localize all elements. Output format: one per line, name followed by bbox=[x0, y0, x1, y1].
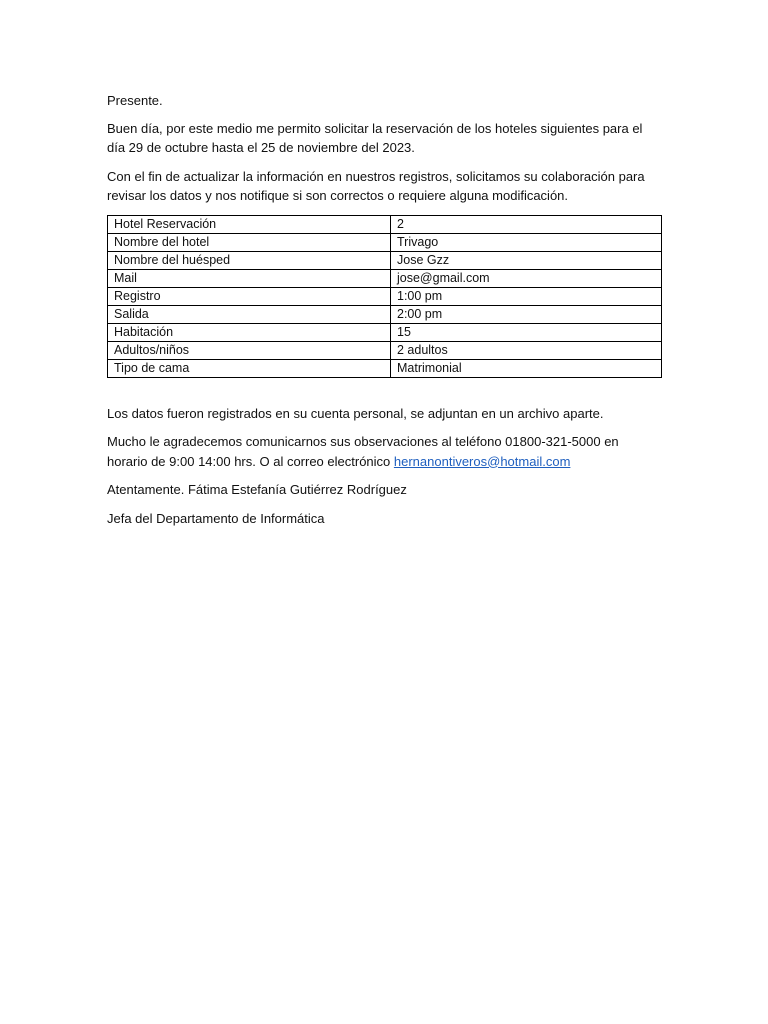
table-value: 2 bbox=[391, 215, 662, 233]
table-label: Tipo de cama bbox=[108, 359, 391, 377]
table-label: Hotel Reservación bbox=[108, 215, 391, 233]
table-value: Trivago bbox=[391, 233, 662, 251]
table-row bbox=[108, 233, 662, 251]
table-label: Mail bbox=[108, 269, 391, 287]
table-value: jose@gmail.com bbox=[391, 269, 662, 287]
signature-title: Jefa del Departamento de Informática bbox=[107, 510, 325, 526]
table-value: 2:00 pm bbox=[391, 305, 662, 323]
table-row bbox=[108, 305, 662, 323]
contact-paragraph bbox=[107, 432, 662, 471]
table-value: 2 adultos bbox=[391, 341, 662, 359]
reservation-table bbox=[107, 215, 662, 378]
greeting: Presente. bbox=[107, 93, 163, 108]
table-row bbox=[108, 341, 662, 359]
request-paragraph: Buen día, por este medio me permito solicitar la reservación de los hoteles siguientes para el día 29 de octubre hasta el 25 de noviembre del 2023. bbox=[107, 120, 643, 155]
table-row bbox=[108, 269, 662, 287]
verification-paragraph: Con el fin de actualizar la información en nuestros registros, solicitamos su colaboración para revisar los datos y nos notifique si son correctos o requiere alguna modificación. bbox=[107, 168, 645, 203]
table-value: 1:00 pm bbox=[391, 287, 662, 305]
table-row bbox=[108, 251, 662, 269]
table-label: Habitación bbox=[108, 323, 391, 341]
email-link[interactable]: hernanontiveros@hotmail.com bbox=[393, 453, 571, 469]
table-row bbox=[108, 323, 662, 341]
contact-text: Mucho le agradecemos comunicarnos sus observaciones al teléfono 01800-321-5000 en horario de 9:00 14:00 hrs. O al correo electrónico bbox=[107, 434, 619, 469]
table-value: Matrimonial bbox=[391, 359, 662, 377]
table-label: Nombre del hotel bbox=[108, 233, 391, 251]
table-label: Registro bbox=[108, 287, 391, 305]
table-label: Nombre del huésped bbox=[108, 251, 391, 269]
table-value: 15 bbox=[391, 323, 662, 341]
table-row bbox=[108, 359, 662, 377]
table-label: Adultos/niños bbox=[108, 341, 391, 359]
table-label: Salida bbox=[108, 305, 391, 323]
closing-line: Atentamente. Fátima Estefanía Gutiérrez Rodríguez bbox=[107, 482, 407, 497]
registration-paragraph: Los datos fueron registrados en su cuenta personal, se adjuntan en un archivo aparte. bbox=[107, 405, 604, 421]
table-row bbox=[108, 287, 662, 305]
table-value: Jose Gzz bbox=[391, 251, 662, 269]
letter-body bbox=[107, 91, 662, 537]
table-row bbox=[108, 215, 662, 233]
